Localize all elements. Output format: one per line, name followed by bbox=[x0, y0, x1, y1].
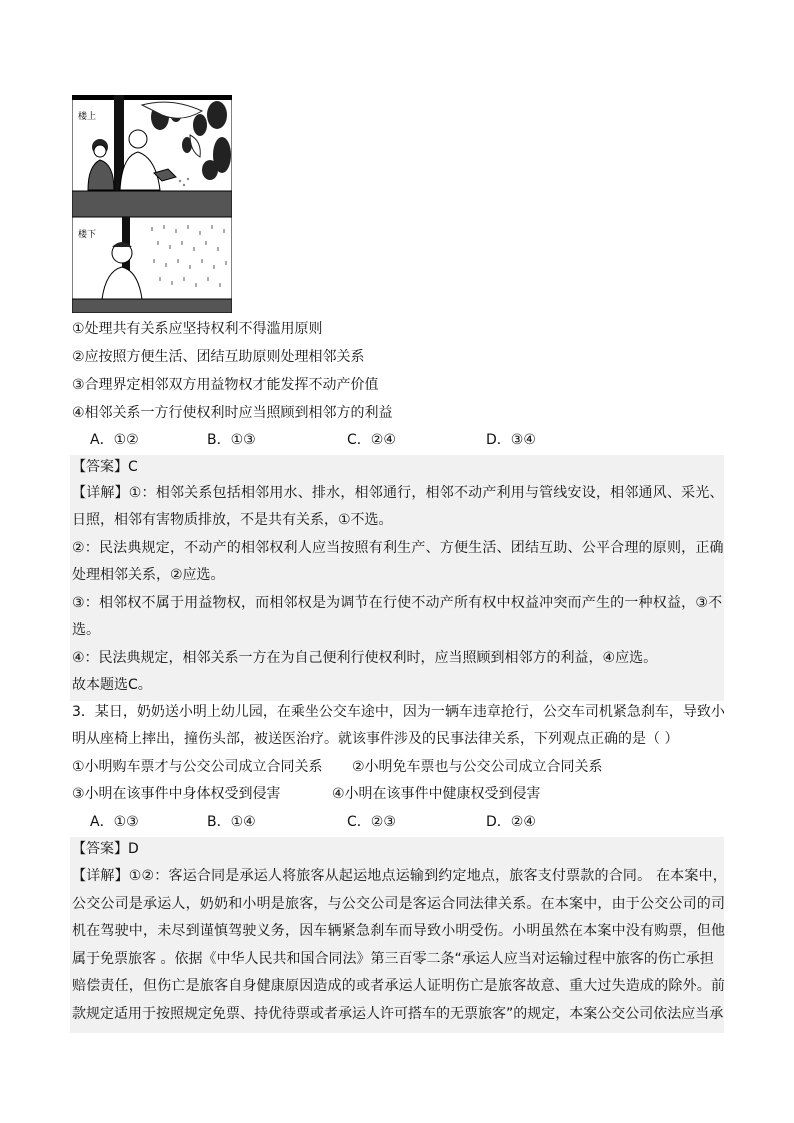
upstairs-label: 楼上 bbox=[78, 112, 97, 122]
q3-statement-2: ②小明免车票也与公交公司成立合同关系 bbox=[352, 759, 603, 775]
q2-option-d: D．③④ bbox=[486, 432, 536, 448]
q3-detail-line: 公交公司是承运人，奶奶和小明是旅客，与公交公司是客运合同法律关系。在本案中，由于公交公司的司 bbox=[72, 896, 726, 912]
q2-detail-line: 【详解】①：相邻关系包括相邻用水、排水，相邻通行，相邻不动产利用与管线安设，相邻通风、采光、 bbox=[72, 485, 724, 501]
q3-option-d: D．②④ bbox=[486, 814, 536, 830]
q2-detail-line: 故本题选C。 bbox=[72, 677, 152, 693]
cartoon-illustration bbox=[72, 95, 232, 313]
q3-statement-3: ③小明在该事件中身体权受到侵害 bbox=[72, 786, 281, 802]
q2-detail-line: 日照，相邻有害物质排放，不是共有关系，①不选。 bbox=[72, 512, 393, 528]
q2-option-b: B．①③ bbox=[207, 432, 256, 448]
q3-option-b: B．①④ bbox=[207, 814, 256, 830]
q3-stem-line: 3．某日，奶奶送小明上幼儿园，在乘坐公交车途中，因为一辆车违章抢行，公交车司机紧急刹车，导致小 bbox=[72, 704, 725, 720]
q2-option-a: A．①② bbox=[90, 432, 139, 448]
q2-detail-line: ③：相邻权不属于用益物权，而相邻权是为调节在行使不动产所有权中权益冲突而产生的一种权益，③不 bbox=[72, 595, 723, 611]
q3-option-a: A．①③ bbox=[90, 814, 139, 830]
q2-detail-line: ④：民法典规定，相邻关系一方在为自己便利行使权利时，应当照顾到相邻方的利益，④应选。 bbox=[72, 650, 658, 666]
q3-detail-line: 赔偿责任，但伤亡是旅客自身健康原因造成的或者承运人证明伤亡是旅客故意、重大过失造成的除外。前 bbox=[72, 978, 726, 994]
q2-statement-3: ③合理界定相邻双方用益物权才能发挥不动产价值 bbox=[72, 377, 379, 393]
q2-detail-line: ②：民法典规定，不动产的相邻权利人应当按照有利生产、方便生活、团结互助、公平合理的原则，正确 bbox=[72, 540, 724, 556]
downstairs-label: 楼下 bbox=[78, 230, 97, 240]
q3-stem-line: 明从座椅上摔出，撞伤头部，被送医治疗。就该事件涉及的民事法律关系，下列观点正确的是（ ） bbox=[72, 731, 679, 747]
q2-statement-2: ②应按照方便生活、团结互助原则处理相邻关系 bbox=[72, 349, 365, 365]
q2-statement-1: ①处理共有关系应坚持权利不得滥用原则 bbox=[72, 321, 323, 337]
q3-option-c: C．②③ bbox=[347, 814, 396, 830]
q2-answer: 【答案】C bbox=[72, 459, 138, 475]
q2-detail-line: 处理相邻关系，②应选。 bbox=[72, 567, 225, 583]
q3-statement-1: ①小明购车票才与公交公司成立合同关系 bbox=[72, 759, 323, 775]
q2-option-c: C．②④ bbox=[347, 432, 396, 448]
q2-answer-block bbox=[70, 455, 724, 701]
q3-statement-4: ④小明在该事件中健康权受到侵害 bbox=[332, 786, 541, 802]
q3-detail-line: 机在驾驶中，未尽到谨慎驾驶义务，因车辆紧急刹车而导致小明受伤。小明虽然在本案中没有购票，但他 bbox=[72, 923, 726, 939]
q3-answer-block bbox=[70, 837, 727, 1033]
q3-detail-line: 款规定适用于按照规定免票、持优待票或者承运人许可搭车的无票旅客”的规定，本案公交公司依法应当承 bbox=[72, 1006, 724, 1022]
q2-statement-4: ④相邻关系一方行使权利时应当照顾到相邻方的利益 bbox=[72, 405, 393, 421]
q3-detail-line: 属于免票旅客 。依据《中华人民共和国合同法》第三百零二条“承运人应当对运输过程中旅客的伤亡承担 bbox=[72, 951, 714, 967]
q2-detail-line: 选。 bbox=[72, 622, 100, 638]
q3-answer: 【答案】D bbox=[72, 841, 139, 857]
q3-detail-line: 【详解】①②：客运合同是承运人将旅客从起运地点运输到约定地点，旅客支付票款的合同。 在本案中， bbox=[72, 868, 727, 884]
